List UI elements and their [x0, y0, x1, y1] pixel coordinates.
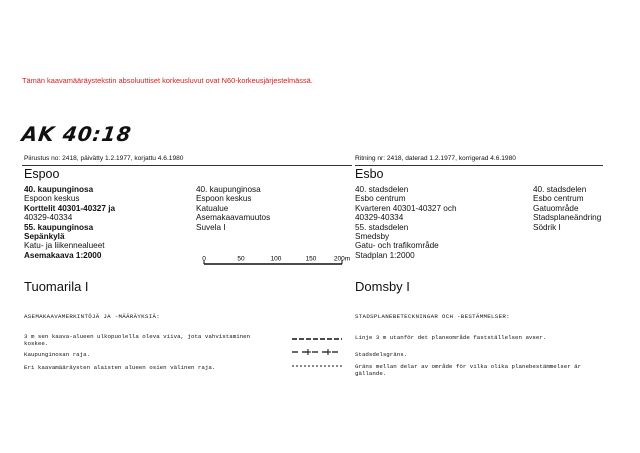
legend-title-fi: ASEMAKAAVAMERKINTÖJÄ JA -MÄÄRÄYKSIÄ:	[24, 313, 161, 320]
plan-code-number: 40:18	[61, 122, 134, 146]
scale-tick-label: 0	[202, 255, 206, 263]
legend-item-sv	[355, 363, 581, 377]
plan-details-sv	[355, 185, 457, 260]
header-rule-sv	[355, 165, 603, 166]
legend-item-fi: Kaupunginosan raja.	[24, 351, 91, 358]
plan-code-prefix: AK	[20, 122, 57, 146]
detail-line: Gatuområde	[533, 203, 579, 213]
detail-line: Katu- ja liikennealueet	[24, 241, 105, 251]
n60-notice: Tämän kaavamääräystekstin absoluuttiset korkeusluvut ovat N60-korkeusjärjestelmässä.	[22, 76, 313, 85]
drawing-info-fi: Piirustus no: 2418, päivätty 1.2.1977, korjattu 4.6.1980	[24, 155, 184, 162]
plan-code	[20, 122, 133, 146]
detail-line: 40329-40334	[355, 213, 404, 223]
detail-line: 40. stadsdelen	[533, 185, 587, 194]
scale-tick-label: 50	[237, 255, 245, 263]
detail-line: 40. kaupunginosa	[24, 185, 94, 194]
legend-text: koskee.	[24, 340, 49, 347]
legend-title-sv: STADSPLANEBETECKNINGAR OCH -BESTÄMMELSER:	[355, 313, 510, 320]
detail-line: Suvela I	[196, 222, 226, 232]
legend-text: Gräns mellan delar av område för vilka olika planebestämmelser är	[355, 363, 582, 370]
change-details-sv	[533, 185, 601, 232]
detail-line: Gatu- och trafikområde	[355, 241, 439, 251]
legend-text: 3 m sen kaava-alueen ulkopuolella oleva viiva, jota vahvistaminen	[24, 333, 251, 340]
legend-text: gällande.	[355, 370, 387, 377]
detail-line: Södrik I	[533, 222, 561, 232]
legend-item-fi: Eri kaavamääräysten alaisten alueen osien välinen raja.	[24, 364, 216, 371]
plan-details-fi	[24, 185, 115, 260]
city-sv: Esbo	[355, 167, 384, 181]
detail-line: Espoon keskus	[196, 194, 252, 204]
detail-line: Korttelit 40301-40327 ja	[24, 203, 116, 213]
scale-tick-label: 100	[270, 255, 282, 263]
scale-bar	[196, 255, 356, 273]
detail-line: 55. stadsdelen	[355, 222, 409, 232]
detail-line: Stadsplaneändring	[533, 213, 602, 223]
detail-line: Asemakaavamuutos	[196, 213, 271, 223]
area-name-sv: Domsby I	[355, 279, 410, 294]
scale-tick-label: 200m	[333, 255, 351, 263]
detail-line: Kvarteren 40301-40327 och	[355, 203, 457, 213]
scale-tick-label: 150	[305, 255, 317, 263]
detail-line: 40329-40334	[24, 213, 73, 223]
city-fi: Espoo	[24, 167, 60, 181]
detail-line: 55. kaupunginosa	[24, 222, 94, 232]
detail-line: Esbo centrum	[355, 194, 406, 204]
legend-item-sv: Linje 3 m utanför det planeområde fastställelsen avser.	[355, 334, 547, 341]
district-boundary-symbol	[292, 349, 342, 355]
legend-symbols	[290, 334, 346, 374]
legend-item-sv: Stadsdelsgräns.	[355, 351, 408, 358]
detail-line: Smedsby	[355, 232, 390, 242]
detail-line: Katualue	[196, 203, 229, 213]
header-rule-fi	[22, 165, 352, 166]
detail-line: Sepänkylä	[24, 232, 65, 242]
detail-line: Stadplan 1:2000	[355, 250, 415, 260]
detail-line: 40. kaupunginosa	[196, 185, 261, 194]
detail-line: Espoon keskus	[24, 194, 80, 204]
detail-line: 40. stadsdelen	[355, 185, 409, 194]
drawing-info-sv: Ritning nr: 2418, daterad 1.2.1977, korrigerad 4.6.1980	[355, 155, 516, 162]
change-details-fi	[196, 185, 270, 232]
legend-item-fi	[24, 333, 250, 347]
detail-line: Esbo centrum	[533, 194, 584, 204]
area-name-fi: Tuomarila I	[24, 279, 89, 294]
detail-line: Asemakaava 1:2000	[24, 250, 102, 260]
